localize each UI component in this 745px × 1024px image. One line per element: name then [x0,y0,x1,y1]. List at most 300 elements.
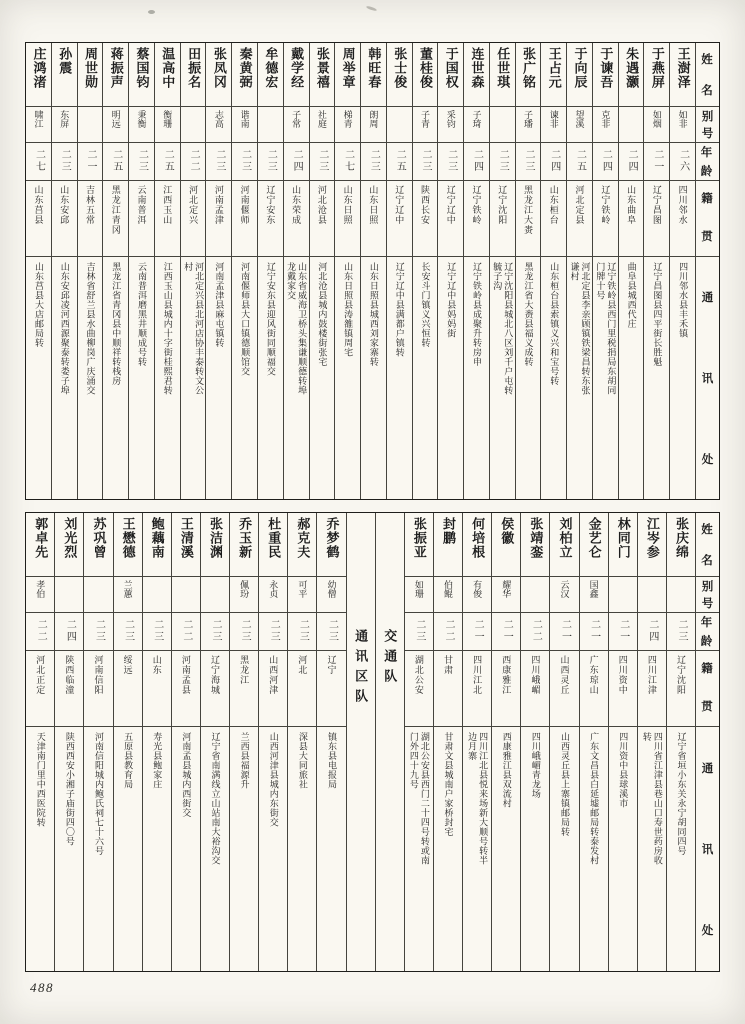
address-cell [609,727,637,971]
native-place: 河北定县 [574,185,585,225]
name-cell [201,513,229,577]
address-cell [593,257,618,499]
entry-column [128,43,154,499]
native-place: 云南普洱 [136,185,147,225]
native-place: 黑龙江青冈 [110,185,121,235]
address-cell [26,727,54,971]
age: 二一 [617,619,629,643]
alias-cell [521,577,549,613]
address-cell [521,727,549,971]
header-label-address: 通 讯 处 [701,292,714,466]
native-place: 陕西临潼 [64,655,75,695]
native-place: 湖北公安 [413,655,424,695]
age-cell [541,143,566,181]
address-cell [464,257,489,499]
age-cell [155,143,180,181]
entry-column [412,43,438,499]
age: 二四 [646,619,658,643]
alias: 社庭 [316,110,327,128]
entry-column [437,43,463,499]
address-cell [129,257,154,499]
native-place: 江西玉山 [162,185,173,225]
address-cell [644,257,669,499]
native-place-cell [155,181,180,257]
address-cell [405,727,433,971]
alias-cell [464,107,489,143]
age: 二二 [180,619,192,643]
native-place: 四川江津 [646,655,657,695]
age: 二三 [239,149,251,173]
address: 寿光县鲍家庄 [152,732,163,789]
alias: 耀华 [501,580,512,598]
unit-label: 通讯区队 [353,629,369,709]
alias-cell [463,577,491,613]
age-cell [259,613,287,651]
age: 二三 [297,619,309,643]
entry-column [102,43,128,499]
alias: 子青 [419,110,430,128]
entry-column [386,43,412,499]
native-place-cell [310,181,335,257]
native-place-cell [230,651,258,727]
age-cell [361,143,386,181]
name-cell [258,43,283,107]
name-cell [78,43,103,107]
native-place-cell [644,181,669,257]
native-place-cell [670,181,695,257]
alias: 子璠 [523,110,534,128]
address-cell [232,257,257,499]
address: 山东日照县城西刘家寨转 [368,262,379,367]
name-cell [492,513,520,577]
person-name: 于燕屏 [649,47,665,89]
native-place: 西康雅江 [501,655,512,695]
person-name: 何培根 [470,517,486,559]
name-cell [284,43,309,107]
address: 镇东县电报局 [326,732,337,789]
address-cell [516,257,541,499]
native-place: 辽宁辽中 [394,185,405,225]
unit-column [375,513,404,971]
entry-column [171,513,200,971]
person-name: 鲍藕南 [149,517,165,559]
age-cell [103,143,128,181]
header-cell-name [696,513,719,577]
name-cell [103,43,128,107]
alias: 云汉 [559,580,570,598]
alias: 伯鲲 [442,580,453,598]
alias-cell [434,577,462,613]
person-name: 张振亚 [411,517,427,559]
alias: 谏非 [548,110,559,128]
person-name: 牟德宏 [263,47,279,89]
alias-cell [541,107,566,143]
person-name: 苏巩曾 [91,517,107,559]
person-name: 刘光烈 [62,517,78,559]
alias: 有俊 [472,580,483,598]
address-cell [284,257,309,499]
person-name: 朱遇灏 [624,47,640,89]
name-cell [172,513,200,577]
native-place: 山西灵丘 [559,655,570,695]
address: 深县大同旅社 [297,732,308,789]
address-cell [670,257,695,499]
entry-column [489,43,515,499]
native-place-cell [114,651,142,727]
alias: 啸江 [33,110,44,128]
native-place: 山东桓台 [548,185,559,225]
address: 山西灵丘县上寨镇邮局转 [559,732,570,837]
alias: 志高 [213,110,224,128]
native-place: 陕西长安 [419,185,430,225]
age-cell [405,613,433,651]
name-cell [387,43,412,107]
address-cell [387,257,412,499]
age-cell [78,143,103,181]
address: 山西河津县城内东街交 [268,732,279,827]
age: 二四 [64,619,76,643]
native-place-cell [667,651,695,727]
native-place: 山东日照 [368,185,379,225]
person-name: 孙震 [57,47,73,75]
person-name: 王占元 [546,47,562,89]
entry-column [283,43,309,499]
address: 吉林省舒兰县水曲柳岗广庆涌交 [85,262,96,395]
alias-cell [284,107,309,143]
address: 四川江北县悦来场新大顺号转半边月寨 [467,732,489,865]
name-cell [521,513,549,577]
age-cell [114,613,142,651]
alias-cell [492,577,520,613]
header-cell-native [696,651,719,727]
native-place-cell [201,651,229,727]
alias-cell [413,107,438,143]
native-place-cell [284,181,309,257]
name-cell [55,513,83,577]
entry-column [579,513,608,971]
alias: 梯青 [342,110,353,128]
native-place-cell [206,181,231,257]
address: 河南孟县城内西街交 [181,732,192,818]
header-column [695,513,719,971]
native-place-cell [438,181,463,257]
alias-cell [232,107,257,143]
alias-cell [335,107,360,143]
native-place-cell [317,651,345,727]
alias-cell [172,577,200,613]
native-place-cell [259,651,287,727]
age-cell [26,143,51,181]
alias: 采钧 [445,110,456,128]
address-cell [619,257,644,499]
native-place: 黑龙江 [239,655,250,685]
address-cell [567,257,592,499]
address: 辽宁省南满线立山站南大裕沟交 [210,732,221,865]
name-cell [609,513,637,577]
alias-cell [361,107,386,143]
entry-column [180,43,206,499]
name-cell [259,513,287,577]
scan-speck [148,10,155,14]
entry-column [205,43,231,499]
age-cell [84,613,112,651]
unit-column [346,513,375,971]
native-place: 河北 [297,655,308,675]
person-name: 秦黄弼 [237,47,253,89]
native-place-cell [181,181,206,257]
address-cell [335,257,360,499]
native-place-cell [103,181,128,257]
address: 曲阜县城西代庄 [626,262,637,329]
person-name: 郝克夫 [295,517,311,559]
age-cell [172,613,200,651]
address: 辽宁沈阳县城北八区刘千户屯转毓子沟 [492,262,514,395]
alias: 如非 [677,110,688,128]
person-name: 乔玉新 [237,517,253,559]
entry-column [287,513,316,971]
person-name: 王澍泽 [675,47,691,89]
alias-cell [438,107,463,143]
alias: 子常 [291,110,302,128]
age: 二三 [419,149,431,173]
address-cell [26,257,51,499]
entry-column [566,43,592,499]
address-cell [317,727,345,971]
name-cell [335,43,360,107]
native-place: 甘肃 [442,655,453,675]
native-place-cell [84,651,112,727]
address-cell [438,257,463,499]
address: 陕西西安小湘子庙街四〇号 [64,732,75,846]
unit-cell [376,513,404,971]
age-cell [667,613,695,651]
entry-column [360,43,386,499]
entry-column [334,43,360,499]
unit-cell [347,513,375,971]
age: 二三 [213,149,225,173]
name-cell [26,43,51,107]
native-place-cell [609,651,637,727]
address-cell [55,727,83,971]
entry-column [77,43,103,499]
address-cell [310,257,335,499]
alias-cell [619,107,644,143]
age: 二二 [530,619,542,643]
alias: 如烟 [651,110,662,128]
alias: 明远 [110,110,121,128]
address-cell [490,257,515,499]
address: 四川邻水县丰禾镇 [678,262,689,338]
alias-cell [490,107,515,143]
address: 广东文昌县白延墟邮局转泰发村 [589,732,600,865]
alias-cell [201,577,229,613]
person-name: 江岑参 [644,517,660,559]
person-name: 张凤冈 [211,47,227,89]
native-place-cell [172,651,200,727]
address: 河南信阳城内鲍氏祠七十六号 [93,732,104,856]
name-cell [232,43,257,107]
address-cell [155,257,180,499]
age: 二三 [316,149,328,173]
native-place: 绥远 [122,655,133,675]
age: 二三 [368,149,380,173]
entry-column [669,43,695,499]
age-cell [463,613,491,651]
address: 四川峨嵋青龙场 [530,732,541,799]
native-place: 四川江北 [472,655,483,695]
person-name: 田振名 [186,47,202,89]
native-place-cell [619,181,644,257]
native-place: 辽宁昌图 [651,185,662,225]
entry-column [26,513,54,971]
age: 二三 [497,149,509,173]
age-cell [567,143,592,181]
alias-cell [84,577,112,613]
person-name: 于谏吾 [598,47,614,89]
native-place: 辽宁沈阳 [675,655,686,695]
address-cell [434,727,462,971]
age: 二三 [675,619,687,643]
native-place-cell [26,651,54,727]
entry-column [309,43,335,499]
address-cell [361,257,386,499]
native-place: 山东莒县 [33,185,44,225]
address-cell [259,727,287,971]
native-place: 广东琼山 [588,655,599,695]
entry-column [154,43,180,499]
native-place: 山东荣成 [291,185,302,225]
native-place-cell [464,181,489,257]
address: 山东桓台县索镇义兴和宝号转 [549,262,560,386]
directory-table-bottom [25,512,720,972]
page-number: 488 [30,980,54,995]
scan-speck [366,5,377,11]
alias: 东屏 [59,110,70,128]
name-cell [670,43,695,107]
age: 二三 [122,619,134,643]
native-place: 辽宁沈阳 [497,185,508,225]
name-cell [155,43,180,107]
age-cell [580,613,608,651]
address: 山东日照县涛雒镇周宅 [343,262,354,357]
entry-column [200,513,229,971]
header-label-name: 姓 名 [701,53,714,98]
name-cell [593,43,618,107]
age: 二四 [291,149,303,173]
address-cell [492,727,520,971]
person-name: 王清溪 [178,517,194,559]
header-cell-alias [696,577,719,613]
address: 辽宁铁岭县西门里税捐局东胡同门牌十号 [595,262,617,395]
native-place-cell [52,181,77,257]
age-cell [550,613,578,651]
native-place-cell [78,181,103,257]
native-place: 四川邻水 [677,185,688,225]
entry-column [520,513,549,971]
header-label-age: 年 龄 [700,147,715,178]
age: 二四 [548,149,560,173]
alias: 谐南 [239,110,250,128]
age: 二三 [523,149,535,173]
alias-cell [258,107,283,143]
address-cell [114,727,142,971]
address: 辽宁省垣小东关永宁胡同四号 [676,732,687,856]
native-place-cell [232,181,257,257]
address: 西康雅江县双流村 [501,732,512,808]
address: 山东莒县大店邮局转 [33,262,44,348]
alias-cell [310,107,335,143]
address: 云南普洱磨黑井顺成号转 [137,262,148,367]
native-place-cell [387,181,412,257]
age-cell [284,143,309,181]
age: 二五 [162,149,174,173]
address: 山东省威海卫桥头集谦顺德转埠龙戴家交 [286,262,308,395]
age-cell [609,613,637,651]
alias-cell [259,577,287,613]
age-cell [206,143,231,181]
alias-cell [317,577,345,613]
header-cell-alias [696,107,719,143]
entry-column [491,513,520,971]
native-place-cell [521,651,549,727]
address: 辽宁辽中县妈妈街 [446,262,457,338]
age-cell [26,613,54,651]
native-place-cell [405,651,433,727]
entry-column [83,513,112,971]
name-cell [310,43,335,107]
native-place-cell [490,181,515,257]
person-name: 封鹏 [440,517,456,545]
address-cell [84,727,112,971]
address: 长安斗门镇义兴恒转 [420,262,431,348]
name-cell [516,43,541,107]
name-cell [52,43,77,107]
alias-cell [288,577,316,613]
age-cell [232,143,257,181]
native-place: 辽宁辽中 [445,185,456,225]
person-name: 张士俊 [392,47,408,89]
entry-column [257,43,283,499]
name-cell [438,43,463,107]
native-place: 四川峨嵋 [530,655,541,695]
age-cell [201,613,229,651]
alias-cell [26,107,51,143]
native-place: 辽宁 [326,655,337,675]
age: 二三 [268,619,280,643]
person-name: 张靖銮 [528,517,544,559]
address: 山东安邱凌河西源聚泰转娄子埠 [59,262,70,395]
person-name: 于向辰 [572,47,588,89]
header-cell-age [696,613,719,651]
header-cell-native [696,181,719,257]
address-cell [580,727,608,971]
name-cell [550,513,578,577]
person-name: 连世森 [469,47,485,89]
age: 二三 [239,619,251,643]
age: 二三 [136,149,148,173]
native-place: 河北正定 [35,655,46,695]
age-cell [438,143,463,181]
age-cell [619,143,644,181]
alias-cell [55,577,83,613]
native-place-cell [541,181,566,257]
native-place-cell [550,651,578,727]
name-cell [26,513,54,577]
address-cell [258,257,283,499]
name-cell [464,43,489,107]
address: 兰西县福源升 [239,732,250,789]
native-place-cell [26,181,51,257]
